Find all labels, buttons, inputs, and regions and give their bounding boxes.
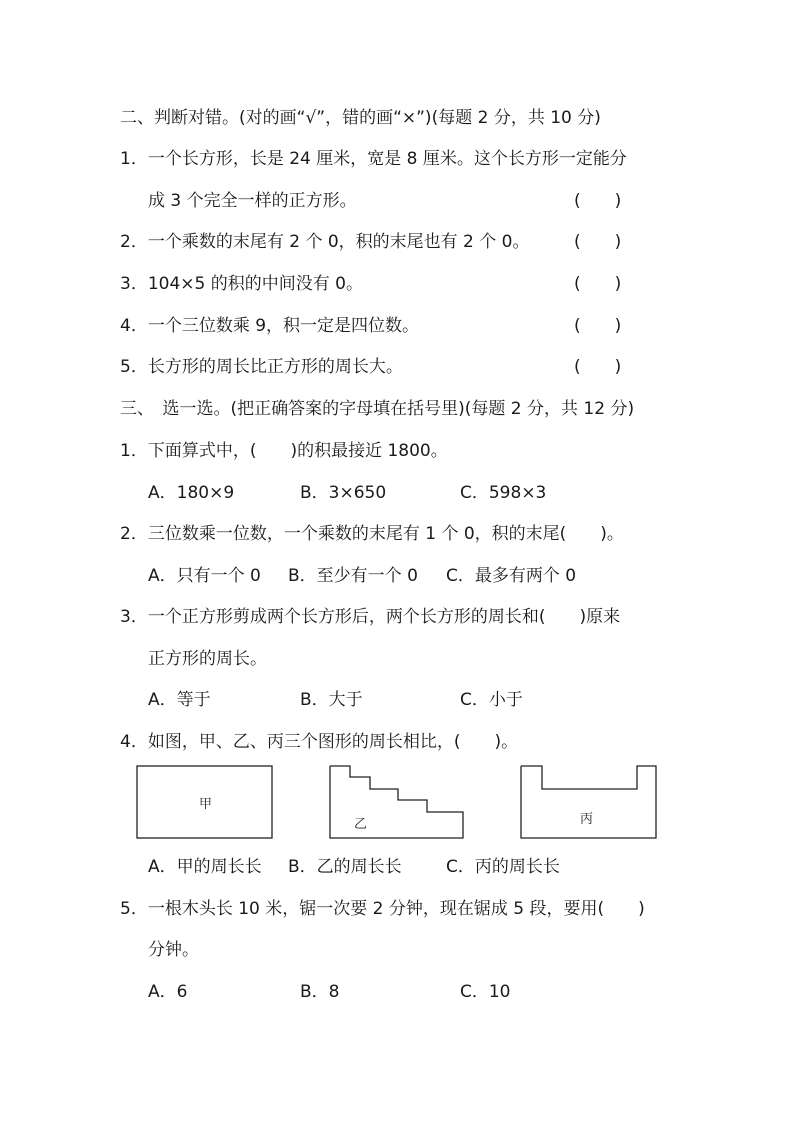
choice-q5-option-b[interactable]: B．8 (300, 982, 340, 1002)
figure-yi-staircase (330, 766, 463, 838)
choice-q5-option-c[interactable]: C．10 (460, 982, 511, 1002)
choice-q3-option-b[interactable]: B．大于 (300, 690, 363, 710)
choice-q4-stem: 4．如图，甲、乙、丙三个图形的周长相比，( )。 (120, 732, 519, 752)
judge-item-1-line2: 成 3 个完全一样的正方形。 (148, 191, 357, 211)
judge-item-2-answer-blank[interactable]: ( ) (574, 232, 622, 252)
choice-q3-option-a[interactable]: A．等于 (148, 690, 211, 710)
choice-q3-stem: 3．一个正方形剪成两个长方形后，两个长方形的周长和( )原来 (120, 607, 621, 627)
section3-heading: 三、 选一选。(把正确答案的字母填在括号里)(每题 2 分，共 12 分) (120, 399, 635, 419)
choice-q1-option-a[interactable]: A．180×9 (148, 483, 235, 503)
judge-item-3: 3．104×5 的积的中间没有 0。 (120, 274, 363, 294)
choice-q5-stem-line2: 分钟。 (148, 940, 199, 960)
section2-heading: 二、判断对错。(对的画“√”，错的画“×”)(每题 2 分，共 10 分) (120, 108, 601, 128)
judge-item-5-answer-blank[interactable]: ( ) (574, 357, 622, 377)
choice-q1-option-c[interactable]: C．598×3 (460, 483, 547, 503)
choice-q5-option-a[interactable]: A．6 (148, 982, 188, 1002)
choice-q5-stem: 5．一根木头长 10 米，锯一次要 2 分钟，现在锯成 5 段，要用( ) (120, 899, 645, 919)
judge-item-1-answer-blank[interactable]: ( ) (574, 191, 622, 211)
choice-q3-option-c[interactable]: C．小于 (460, 690, 523, 710)
figure-label-yi: 乙 (354, 817, 368, 832)
choice-q3-stem-line2: 正方形的周长。 (148, 649, 267, 669)
figure-label-jia: 甲 (199, 797, 213, 812)
judge-item-1-line1: 1．一个长方形，长是 24 厘米，宽是 8 厘米。这个长方形一定能分 (120, 149, 627, 169)
choice-q4-option-c[interactable]: C．丙的周长长 (446, 857, 560, 877)
choice-q4-option-a[interactable]: A．甲的周长长 (148, 857, 262, 877)
choice-q2-stem: 2．三位数乘一位数，一个乘数的末尾有 1 个 0，积的末尾( )。 (120, 524, 624, 544)
judge-item-4: 4．一个三位数乘 9，积一定是四位数。 (120, 316, 420, 336)
choice-q2-option-a[interactable]: A．只有一个 0 (148, 566, 261, 586)
judge-item-5: 5．长方形的周长比正方形的周长大。 (120, 357, 403, 377)
choice-q2-option-b[interactable]: B．至少有一个 0 (288, 566, 418, 586)
choice-q4-option-b[interactable]: B．乙的周长长 (288, 857, 402, 877)
choice-q1-option-b[interactable]: B．3×650 (300, 483, 387, 503)
choice-q1-stem: 1．下面算式中，( )的积最接近 1800。 (120, 441, 448, 461)
judge-item-4-answer-blank[interactable]: ( ) (574, 316, 622, 336)
judge-item-3-answer-blank[interactable]: ( ) (574, 274, 622, 294)
choice-q2-option-c[interactable]: C．最多有两个 0 (446, 566, 577, 586)
figure-label-dian: 丙 (580, 812, 594, 827)
judge-item-2: 2．一个乘数的末尾有 2 个 0，积的末尾也有 2 个 0。 (120, 232, 530, 252)
figure-dian-notched (521, 766, 656, 838)
